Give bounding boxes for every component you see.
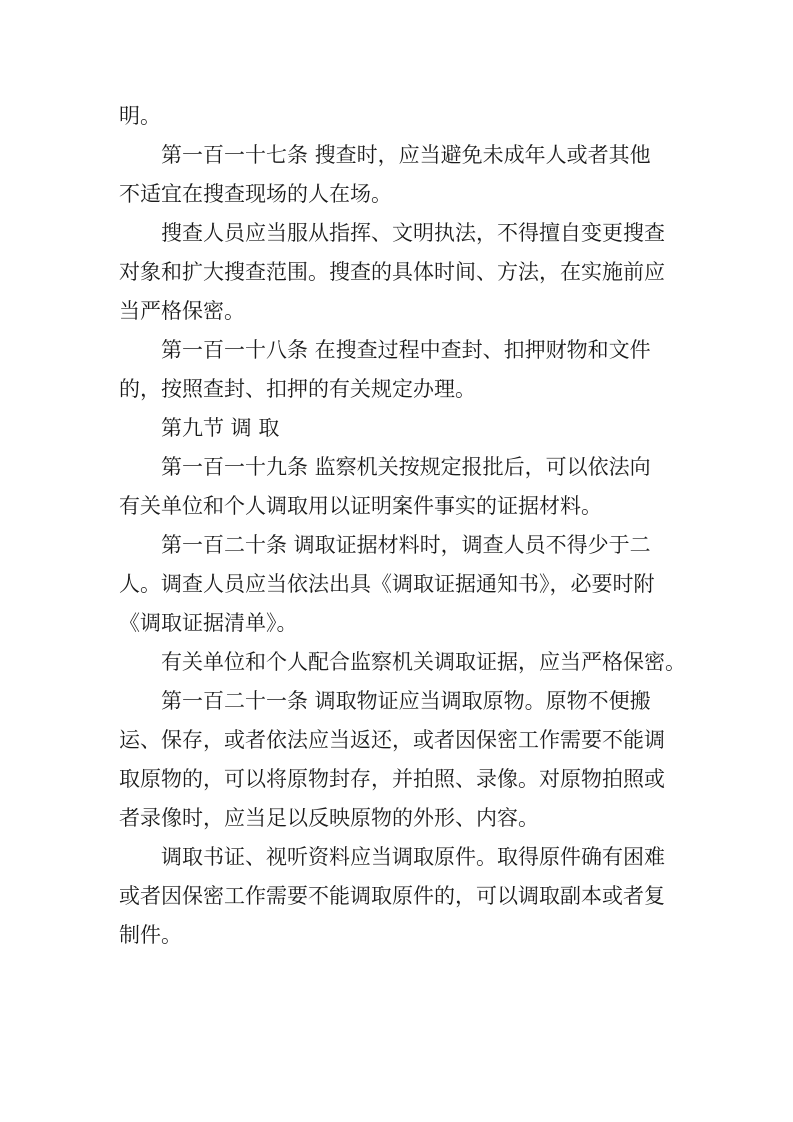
text-line: 第一百二十一条 调取物证应当调取原物。原物不便搬 xyxy=(161,689,651,713)
text-line: 《调取证据清单》。 xyxy=(119,611,298,635)
text-line: 运、保存，或者依法应当返还，或者因保密工作需要不能调 xyxy=(119,728,665,752)
text-line: 调取书证、视听资料应当调取原件。取得原件确有困难 xyxy=(161,845,665,869)
text-line: 者录像时，应当足以反映原物的外形、内容。 xyxy=(119,806,539,830)
text-line: 明。 xyxy=(119,104,161,128)
text-line: 对象和扩大搜查范围。搜查的具体时间、方法，在实施前应 xyxy=(119,260,665,284)
text-line: 取原物的，可以将原物封存，并拍照、录像。对原物拍照或 xyxy=(119,767,665,791)
section-heading: 第九节 调 取 xyxy=(161,416,280,440)
document-body xyxy=(119,97,685,955)
text-line: 或者因保密工作需要不能调取原件的，可以调取副本或者复 xyxy=(119,884,665,908)
text-line: 不适宜在搜查现场的人在场。 xyxy=(119,182,392,206)
text-line: 搜查人员应当服从指挥、文明执法，不得擅自变更搜查 xyxy=(161,221,665,245)
text-line: 人。调查人员应当依法出具《调取证据通知书》，必要时附 xyxy=(119,572,655,596)
text-line: 当严格保密。 xyxy=(119,299,245,323)
text-line: 制件。 xyxy=(119,923,182,947)
text-line: 第一百一十九条 监察机关按规定报批后，可以依法向 xyxy=(161,455,651,479)
text-line: 第一百二十条 调取证据材料时，调查人员不得少于二 xyxy=(161,533,651,557)
text-line: 第一百一十七条 搜查时，应当避免未成年人或者其他 xyxy=(161,143,651,167)
text-line: 有关单位和个人配合监察机关调取证据，应当严格保密。 xyxy=(161,650,686,674)
text-line: 的，按照查封、扣押的有关规定办理。 xyxy=(119,377,476,401)
text-line: 有关单位和个人调取用以证明案件事实的证据材料。 xyxy=(119,494,602,518)
text-line: 第一百一十八条 在搜查过程中查封、扣押财物和文件 xyxy=(161,338,651,362)
